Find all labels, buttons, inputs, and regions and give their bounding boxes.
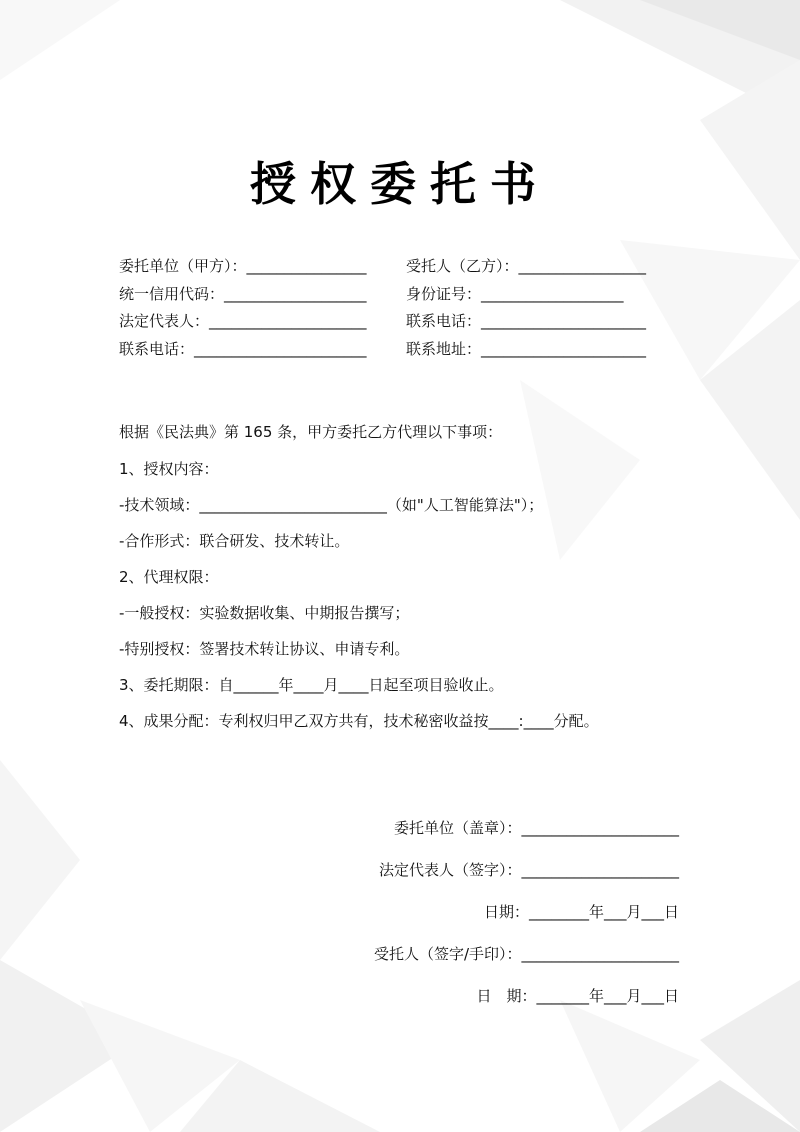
field-blank: ________________: [246, 257, 367, 275]
field-principal-unit: [119, 256, 367, 276]
sig-label: 日期：: [483, 903, 529, 921]
tech-field-blank: _________________________: [199, 496, 387, 514]
intro-paragraph: 根据《民法典》第 165 条，甲方委托乙方代理以下事项：: [119, 423, 503, 441]
field-blank: ______________________: [481, 340, 647, 358]
field-principal-phone: [119, 339, 367, 359]
field-agent: [406, 256, 646, 276]
field-label: 法定代表人：: [119, 312, 210, 330]
field-id-number: [406, 284, 624, 304]
results-line: 4、成果分配：专利权归甲乙双方共有，技术秘密收益按____:____分配。: [119, 712, 599, 730]
special-auth-line: -特别授权：签署技术转让协议、申请专利。: [119, 640, 410, 658]
sig-blank: _____________________: [521, 861, 679, 879]
item1-heading: 1、授权内容：: [119, 460, 219, 478]
field-credit-code: [119, 284, 367, 304]
field-label: 联系电话：: [406, 312, 482, 330]
tech-field-line: [119, 495, 543, 515]
cooperation-line: -合作形式：联合研发、技术转让。: [119, 532, 350, 550]
general-auth-line: -一般授权：实验数据收集、中期报告撰写；: [119, 604, 410, 622]
field-agent-address: [406, 339, 646, 359]
field-label: 身份证号：: [406, 285, 482, 303]
field-label: 委托单位（甲方）：: [119, 257, 247, 275]
sig-legal-rep: [379, 860, 679, 880]
field-blank: _______________________: [194, 340, 367, 358]
tech-field-label: -技术领域：: [119, 496, 200, 514]
sig-blank: ________年___月___日: [528, 903, 679, 921]
sig-date-1: [484, 902, 679, 922]
tech-field-hint: （如"人工智能算法"）；: [386, 496, 544, 514]
sig-date-2: [476, 986, 679, 1006]
field-label: 受托人（乙方）：: [406, 257, 519, 275]
sig-label: 日 期：: [476, 987, 537, 1005]
field-label: 统一信用代码：: [119, 285, 225, 303]
sig-blank: _____________________: [521, 945, 679, 963]
field-blank: ______________________: [481, 312, 647, 330]
field-blank: ___________________: [481, 285, 624, 303]
sig-label: 法定代表人（签字）：: [378, 861, 522, 879]
field-label: 联系电话：: [119, 340, 195, 358]
page-title: 授权委托书: [250, 157, 550, 211]
sig-label: 受托人（签字/手印）：: [373, 945, 522, 963]
field-agent-phone: [406, 311, 646, 331]
term-line: 3、委托期限：自______年____月____日起至项目验收止。: [119, 676, 504, 694]
sig-blank: _______年___月___日: [536, 987, 679, 1005]
sig-agent: [374, 944, 679, 964]
field-legal-representative: [119, 311, 367, 331]
sig-principal-seal: [394, 818, 679, 838]
field-blank: ___________________: [224, 285, 367, 303]
sig-label: 委托单位（盖章）：: [393, 819, 522, 837]
field-blank: _________________: [518, 257, 647, 275]
sig-blank: _____________________: [521, 819, 679, 837]
field-blank: _____________________: [209, 312, 367, 330]
item2-heading: 2、代理权限：: [119, 568, 219, 586]
field-label: 联系地址：: [406, 340, 482, 358]
